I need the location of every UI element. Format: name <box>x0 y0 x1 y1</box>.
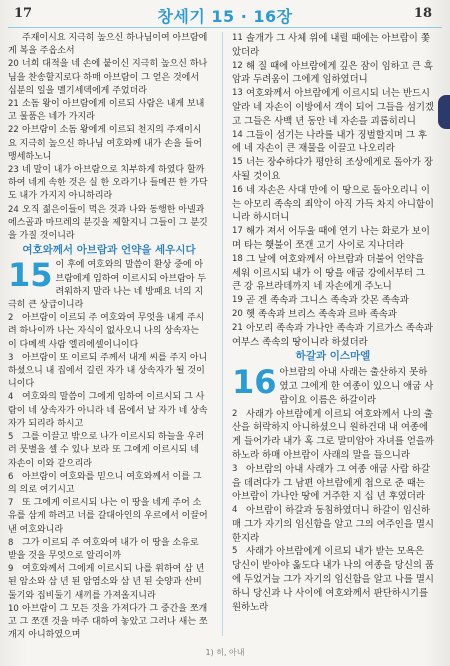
verse <box>8 497 210 537</box>
verse-text: 사래가 아브람에게 이르되 내가 받는 모욕은 당신이 받아야 옳도다 내가 나의 여종을 당신의 품에 두었거늘 그가 자기의 임신함을 알고 나를 멸시하니 당신과 나 사이에 여호와께서 판단하시기를 원하노라 <box>232 546 434 613</box>
verse <box>232 60 434 88</box>
verse <box>8 164 210 204</box>
verse-number: 17 <box>232 226 243 237</box>
verse-text: 여호와께서 아브람에게 이르시되 너는 반드시 알라 네 자손이 이방에서 객이 되어 그들을 섬기겠고 그들은 사백 년 동안 네 자손을 괴롭히리니 <box>232 88 434 127</box>
verse-text: 소돔 왕이 아브람에게 이르되 사람은 내게 보내고 물품은 네가 가지라 <box>8 99 205 123</box>
verse-number: 2 <box>232 408 238 419</box>
verse-text: 그 날에 여호와께서 아브람과 더불어 언약을 세워 이르시되 내가 이 땅을 애굽 강에서부터 그 큰 강 유브라데까지 네 자손에게 주노니 <box>232 253 425 293</box>
page-number-right: 18 <box>413 6 432 21</box>
verse-text: 그들이 섬기는 나라를 내가 징벌할지며 그 후에 네 자손이 큰 재물을 이끌고 나오리라 <box>232 129 427 155</box>
verse-number: 21 <box>8 99 19 110</box>
verse-number: 15 <box>232 157 243 168</box>
chapter-16-start <box>232 363 434 407</box>
verse-text: 또 그에게 이르시되 나는 이 땅을 네게 주어 소유를 삼게 하려고 너를 갈대아인의 우르에서 이끌어 낸 여호와니라 <box>8 498 208 535</box>
verse-number: 19 <box>232 295 243 306</box>
verse-text: 헷 족속과 브리스 족속과 르바 족속과 <box>246 308 397 320</box>
verse-text: 곧 겐 족속과 그니스 족속과 갓몬 족속과 <box>246 295 409 307</box>
verse-number: 16 <box>232 184 243 195</box>
verse-text: 주재이시요 지극히 높으신 하나님이여 아브람에게 복을 주옵소서 <box>8 33 208 57</box>
verse-text: 해가 져서 어두울 때에 연기 나는 화로가 보이며 타는 횃불이 쪼갠 고기 사이로 지나더라 <box>232 226 430 251</box>
verse-text: 아브람이 이르되 주 여호와여 무엇을 내게 주시려 하나이까 나는 자식이 없사오니 나의 상속자는 이 다메섹 사람 엘리에셀이니이다 <box>8 313 205 350</box>
verse-number: 2 <box>8 313 14 324</box>
verse <box>232 129 434 157</box>
verse <box>232 322 434 350</box>
verse-text: 솔개가 그 사체 위에 내릴 때에는 아브람이 쫓았더라 <box>232 33 430 58</box>
verse-number: 6 <box>8 471 14 482</box>
verse-text: 너희 대적을 네 손에 붙이신 지극히 높으신 하나님을 찬송할지로다 하매 아브람이 그 얻은 것에서 십분의 일을 멜기세덱에게 주었더라 <box>8 59 208 96</box>
verse-text: 네 말이 내가 아브람으로 치부하게 하였다 할까 하여 네게 속한 것은 실 한 오라기나 들메끈 한 가닥도 내가 가지지 아니하리라 <box>8 165 208 202</box>
chapter-number-16: 16 <box>232 363 277 402</box>
verse <box>8 204 210 244</box>
verse-text: 해 질 때에 아브람에게 깊은 잠이 임하고 큰 흑암과 두려움이 그에게 임하였더니 <box>232 60 433 86</box>
section-heading-covenant: 여호와께서 아브람과 언약을 세우시다 <box>22 244 196 257</box>
verse <box>8 431 210 471</box>
verse-number: 10 <box>8 603 19 614</box>
verse <box>232 504 434 545</box>
verse <box>232 184 434 225</box>
verse <box>8 312 210 352</box>
verse <box>232 294 434 308</box>
chapter-15-start <box>8 256 210 312</box>
verse <box>232 308 434 322</box>
verse-number: 13 <box>232 88 243 99</box>
right-column <box>232 32 434 614</box>
verse <box>8 352 210 392</box>
verse-text: 네 자손은 사대 만에 이 땅으로 돌아오리니 이는 아모리 족속의 죄악이 아직 가득 차지 아니함이니라 하시더니 <box>232 184 434 224</box>
verse-text: 그를 이끌고 밖으로 나가 이르시되 하늘을 우러러 뭇별을 셀 수 있나 보라 또 그에게 이르시되 네 자손이 이와 같으리라 <box>8 432 205 469</box>
verse-number: 8 <box>8 537 14 548</box>
verse-number: 11 <box>232 33 243 43</box>
verse-number: 20 <box>232 308 243 319</box>
verse-text: 아브람이 여호와를 믿으니 여호와께서 이를 그의 의로 여기시고 <box>8 471 202 495</box>
verse <box>232 32 434 60</box>
page-header <box>0 2 450 28</box>
verse-text: 여호와의 말씀이 그에게 임하여 이르시되 그 사람이 네 상속자가 아니라 네 몸에서 날 자가 네 상속자가 되리라 하시고 <box>8 392 208 429</box>
verse-number: 20 <box>8 59 19 70</box>
verse <box>232 408 434 463</box>
verse-number: 12 <box>232 60 243 71</box>
verse-text: 아브람이 그 모든 것을 가져다가 그 중간을 쪼개고 그 쪼갠 것을 마주 대하여 놓았고 그러나 새는 쪼개지 아니하였으며 <box>8 603 208 641</box>
verse-text: 아모리 족속과 가나안 족속과 기르가스 족속과 여부스 족속의 땅이니라 하셨더라 <box>232 322 433 348</box>
footnote: 1) 히, 아내 <box>205 648 245 657</box>
verse-number: 7 <box>8 498 14 509</box>
verse-text: 아브람이 하갈과 동침하였더니 하갈이 임신하매 그가 자기의 임신함을 알고 그의 여주인을 멸시한지라 <box>232 505 434 544</box>
verse <box>232 545 434 614</box>
verse-text: 아브람의 아내 사래는 출산하지 못하였고 그에게 한 여종이 있으니 애굽 사람이요 이름은 하갈이라 <box>279 367 434 406</box>
verse-number: 21 <box>232 322 243 333</box>
verse <box>8 603 210 643</box>
verse-text: 아브람이 또 이르되 주께서 내게 씨를 주지 아니하셨으니 내 집에서 길린 자가 내 상속자가 될 것이니이다 <box>8 352 208 390</box>
verse <box>8 124 210 164</box>
verse-text: 이 후에 여호와의 말씀이 환상 중에 아브람에게 임하여 이르시되 아브람아 두려워하지 말라 나는 네 방패요 너의 지극히 큰 상급이니라 <box>8 260 207 311</box>
verse <box>232 225 434 253</box>
chapter-number-15: 15 <box>8 256 53 295</box>
verse-number: 5 <box>8 432 14 443</box>
left-column <box>8 32 210 642</box>
verse-text: 그가 이르되 주 여호와여 내가 이 땅을 소유로 받을 것을 무엇으로 알리이까 <box>8 537 199 561</box>
verse-text: 여호와께서 그에게 이르시되 나를 위하여 삼 년 된 암소와 삼 년 된 암염소와 삼 년 된 숫양과 산비둘기와 집비둘기 새끼를 가져올지니라 <box>8 564 205 601</box>
verse-text: 오직 젊은이들이 먹은 것과 나와 동행한 아넬과 에스골과 마므레의 분깃을 제할지니 그들이 그 분깃을 가질 것이니라 <box>8 204 208 242</box>
section-heading-hagar: 하갈과 이스마엘 <box>295 350 371 363</box>
verse <box>232 156 434 184</box>
verse <box>8 471 210 497</box>
verse-number: 3 <box>232 463 238 474</box>
verse <box>8 537 210 563</box>
verse-number: 4 <box>232 505 238 516</box>
verse <box>232 463 434 504</box>
verse-number: 24 <box>8 204 19 215</box>
verse <box>8 58 210 98</box>
header-rule <box>8 27 442 28</box>
verse-text: 너는 장수하다가 평안히 조상에게로 돌아가 장사될 것이요 <box>232 157 433 182</box>
verse <box>232 253 434 294</box>
verse-text: 아브람의 아내 사래가 그 여종 애굽 사람 하갈을 데려다가 그 남편 아브람에게 첩으로 준 때는 아브람이 가나안 땅에 거주한 지 십 년 후였더라 <box>232 463 430 503</box>
verse-number: 3 <box>8 352 14 363</box>
verse <box>232 87 434 128</box>
verse-number: 23 <box>8 165 19 176</box>
page-title: 창세기 15 · 16장 <box>157 7 293 26</box>
verse <box>8 391 210 431</box>
column-divider <box>222 32 223 636</box>
verse-number: 9 <box>8 564 14 575</box>
verse-text: 아브람이 소돔 왕에게 이르되 천지의 주재이시요 지극히 높으신 하나님 여호와께 내가 손을 들어 맹세하노니 <box>8 125 202 162</box>
verse <box>8 98 210 124</box>
verse-text: 사래가 아브람에게 이르되 여호와께서 나의 출산을 허락하지 아니하셨으니 원하건대 내 여종에게 들어가라 내가 혹 그로 말미암아 자녀를 얻을까 하노라 하매 아브람이 사래의 말을 들으니라 <box>232 408 434 461</box>
verse-number: 14 <box>232 129 243 140</box>
verse-number: 22 <box>8 125 19 136</box>
verse-number: 5 <box>232 546 238 557</box>
page-number-left: 17 <box>14 6 33 21</box>
thumb-index-tab[interactable] <box>438 95 450 129</box>
verse-number: 4 <box>8 392 14 403</box>
verse-number: 18 <box>232 253 243 264</box>
verse <box>8 563 210 603</box>
verse <box>8 32 210 58</box>
